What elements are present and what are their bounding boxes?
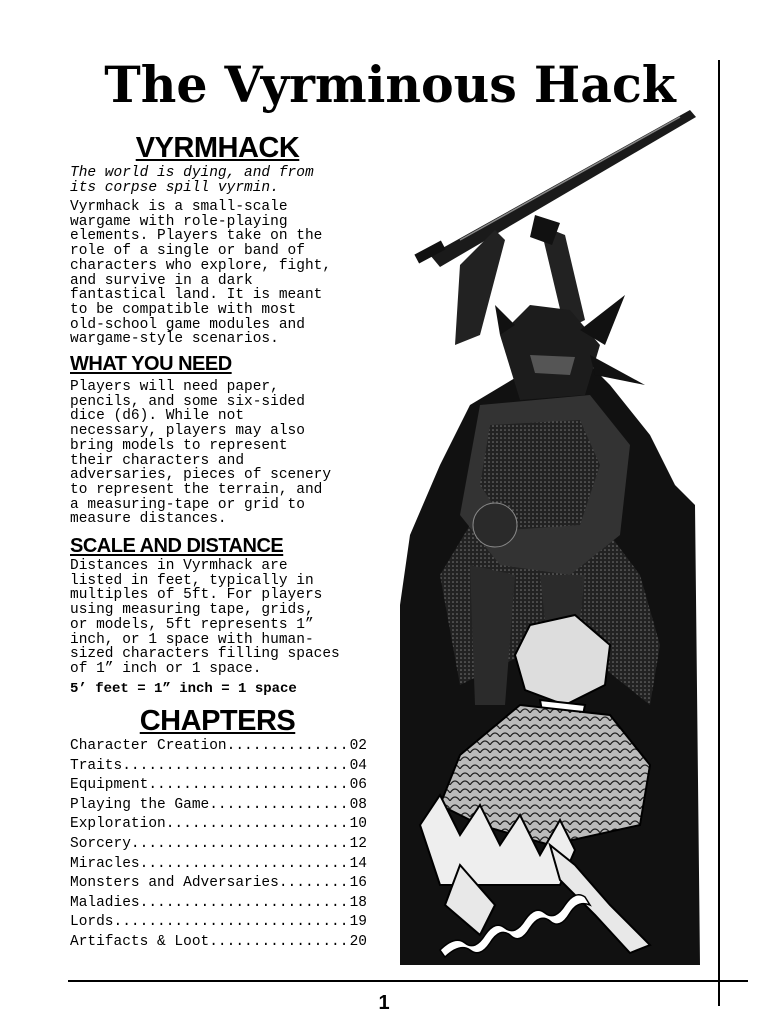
scale-paragraph: Distances in Vyrmhack are listed in feet, typically in multiples of 5ft. For players using measuring tape, grids, or models, 5ft represents 1” inch, or 1 space with human- sized characters filling spaces of 1” inch or 1 space. — [70, 558, 340, 677]
section-heading-scale-and-distance: SCALE AND DISTANCE — [70, 535, 284, 557]
vertical-rule — [718, 60, 720, 1006]
toc-label: Equipment — [70, 777, 149, 794]
toc-label: Artifacts & Loot — [70, 933, 210, 950]
section-heading-vyrmhack: VYRMHACK — [135, 132, 300, 164]
toc-page: 20 — [349, 933, 367, 950]
toc-page: 19 — [349, 914, 367, 931]
toc-page: 18 — [349, 894, 367, 911]
toc-entry[interactable] — [70, 895, 367, 915]
toc-leader — [209, 934, 347, 950]
toc-label: Monsters and Adversaries — [70, 875, 279, 892]
toc-page: 08 — [349, 796, 367, 813]
toc-leader — [279, 875, 348, 891]
toc-entry[interactable] — [70, 856, 367, 876]
toc-entry[interactable] — [70, 816, 367, 836]
toc-leader — [209, 797, 347, 813]
toc-leader — [227, 738, 348, 754]
footer-rule — [68, 980, 748, 982]
toc-label: Miracles — [70, 855, 140, 872]
toc-entry[interactable] — [70, 758, 367, 778]
section-heading-what-you-need: WHAT YOU NEED — [70, 353, 232, 375]
toc-leader — [166, 816, 348, 832]
toc-label: Traits — [70, 757, 123, 774]
toc-entry[interactable] — [70, 777, 367, 797]
toc-label: Character Creation — [70, 738, 227, 754]
toc-label: Sorcery — [70, 835, 131, 852]
toc-page: 16 — [349, 875, 367, 892]
what-you-need-paragraph: Players will need paper, pencils, and some six-sided dice (d6). While not necessary, players may also bring models to represent their characters and adversaries, pieces of scenery to represent the terrain, and a measuring-tape or grid to measure distances. — [70, 379, 332, 528]
toc-entry[interactable] — [70, 797, 367, 817]
toc-page: 10 — [349, 816, 367, 833]
toc-page: 02 — [349, 738, 367, 754]
page-title: The Vyrminous Hack — [104, 55, 676, 114]
section-heading-chapters: CHAPTERS — [139, 705, 296, 737]
toc-entry[interactable] — [70, 934, 367, 954]
toc-entry[interactable] — [70, 875, 367, 895]
toc-label: Lords — [70, 914, 114, 931]
page-number: 1 — [378, 992, 390, 1014]
tagline-text: The world is dying, and from its corpse spill vyrmin. — [70, 165, 314, 196]
scale-rule-line: 5’ feet = 1” inch = 1 space — [70, 681, 297, 697]
toc-leader — [140, 895, 348, 911]
toc-page: 04 — [349, 757, 367, 774]
toc-page: 12 — [349, 835, 367, 852]
toc-leader — [140, 856, 348, 872]
toc-leader — [131, 836, 348, 852]
toc-leader — [148, 777, 347, 793]
toc-label: Playing the Game — [70, 796, 210, 813]
toc-page: 06 — [349, 777, 367, 794]
armored-warrior-and-goblin-illustration — [400, 105, 700, 965]
table-of-contents — [70, 738, 367, 954]
toc-label: Exploration — [70, 816, 166, 833]
toc-entry[interactable] — [70, 738, 367, 758]
toc-leader — [114, 914, 348, 930]
toc-entry[interactable] — [70, 836, 367, 856]
intro-paragraph: Vyrmhack is a small-scale wargame with role-playing elements. Players take on the role of a single or band of characters who explore, fight, and survive in a dark fantastical land. It is meant to be compatible with most old-school game modules and wargame-style scenarios. — [70, 199, 332, 348]
toc-page: 14 — [349, 855, 367, 872]
toc-label: Maladies — [70, 894, 140, 911]
toc-entry[interactable] — [70, 914, 367, 934]
toc-leader — [122, 758, 347, 774]
